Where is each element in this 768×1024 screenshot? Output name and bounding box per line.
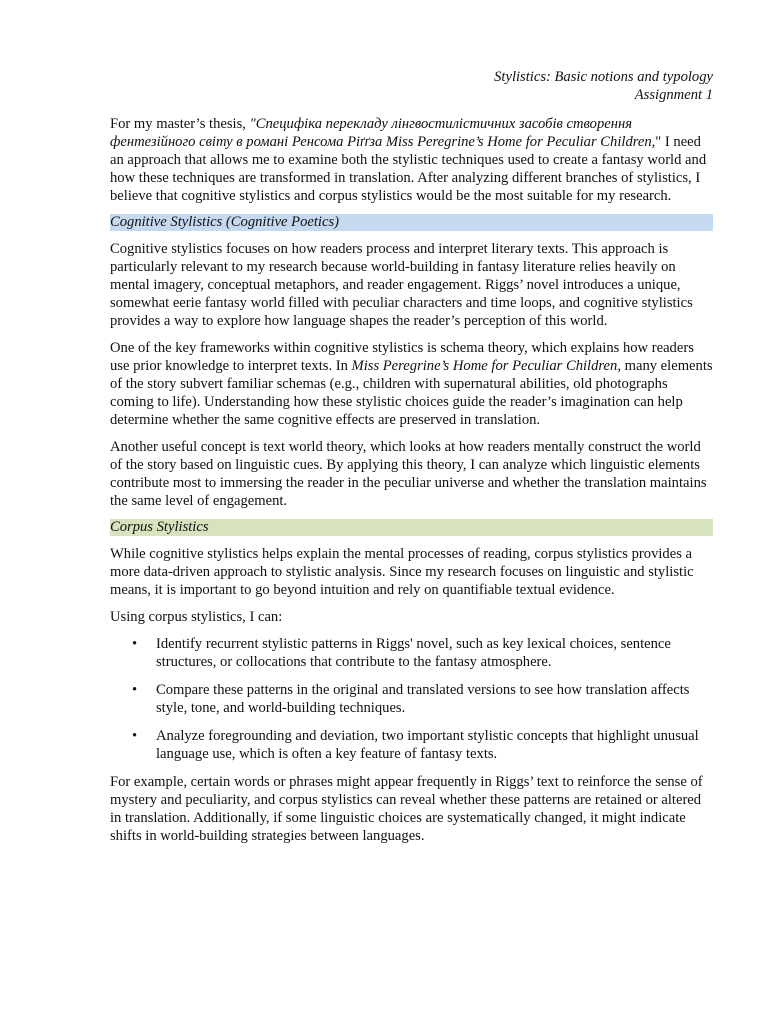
cognitive-p2-text-a: One of the key frameworks within cognitive stylistics is schema theory, which explains how readers use prior knowledge to interpret texts. In bbox=[110, 340, 694, 374]
cognitive-p2-text-b: , many elements of the story subvert familiar schemas (e.g., children with supernatural abilities, old photographs coming to life). Understanding how these stylistic choices guide the reader’s imagination can help determine whether the same cognitive effects are preserved in translation. bbox=[110, 358, 713, 428]
page-header bbox=[110, 68, 713, 104]
intro-paragraph bbox=[110, 115, 713, 205]
list-item: • Analyze foregrounding and deviation, two important stylistic concepts that highlight unusual language use, which is often a key feature of fantasy texts. bbox=[156, 727, 713, 763]
header-assignment: Assignment 1 bbox=[634, 87, 713, 103]
list-item: • Compare these patterns in the original and translated versions to see how translation affects style, tone, and world-building techniques. bbox=[156, 681, 713, 717]
intro-text-b: " I need an approach that allows me to examine both the stylistic techniques used to create a fantasy world and how these techniques are transformed in translation. After analyzing different branches of stylistics, I believe that cognitive stylistics and corpus stylistics would be the most suitable for my research. bbox=[110, 134, 707, 204]
list-item: • Identify recurrent stylistic patterns in Riggs' novel, such as key lexical choices, sentence structures, or collocations that contribute to the fantasy atmosphere. bbox=[156, 635, 713, 671]
corpus-paragraph-3: For example, certain words or phrases might appear frequently in Riggs’ text to reinforce the sense of mystery and peculiarity, and corpus stylistics can reveal whether these patterns are retained or altered in translation. Additionally, if some linguistic choices are systematically changed, it might indicate shifts in world-building strategies between languages. bbox=[110, 774, 703, 844]
section-heading-cognitive: Cognitive Stylistics (Cognitive Poetics) bbox=[110, 214, 713, 231]
novel-title: Miss Peregrine’s Home for Peculiar Children bbox=[351, 358, 618, 374]
header-course-title: Stylistics: Basic notions and typology bbox=[494, 69, 713, 85]
corpus-paragraph-1: While cognitive stylistics helps explain the mental processes of reading, corpus stylistics provides a more data-driven approach to stylistic analysis. Since my research focuses on linguistic and stylistic means, it is important to go beyond intuition and rely on quantifiable textual evidence. bbox=[110, 546, 694, 598]
corpus-bullet-list bbox=[110, 635, 713, 763]
cognitive-paragraph-3: Another useful concept is text world theory, which looks at how readers mentally construct the world of the story based on linguistic cues. By applying this theory, I can analyze which linguistic elements contribute most to immersing the reader in the peculiar universe and whether the translation maintains the same level of engagement. bbox=[110, 439, 707, 509]
document-body bbox=[110, 68, 713, 854]
thesis-title: "Специфіка перекладу лінгвостилістичних засобів створення фентезійного світу в романі Ренсома Ріґґза Miss Peregrine’s Home for Peculiar Children, bbox=[110, 116, 656, 150]
intro-text-a: For my master’s thesis, bbox=[110, 116, 250, 132]
cognitive-paragraph-1: Cognitive stylistics focuses on how readers process and interpret literary texts. This approach is particularly relevant to my research because world-building in fantasy literature relies heavily on mental imagery, conceptual metaphors, and reader engagement. Riggs’ novel introduces a unique, somewhat eerie fantasy world filled with peculiar characters and time loops, and cognitive stylistics provides a way to explore how language shapes the reader’s perception of this world. bbox=[110, 241, 693, 329]
cognitive-paragraph-2 bbox=[110, 339, 713, 429]
corpus-paragraph-2: Using corpus stylistics, I can: bbox=[110, 609, 283, 625]
section-heading-corpus: Corpus Stylistics bbox=[110, 519, 713, 536]
